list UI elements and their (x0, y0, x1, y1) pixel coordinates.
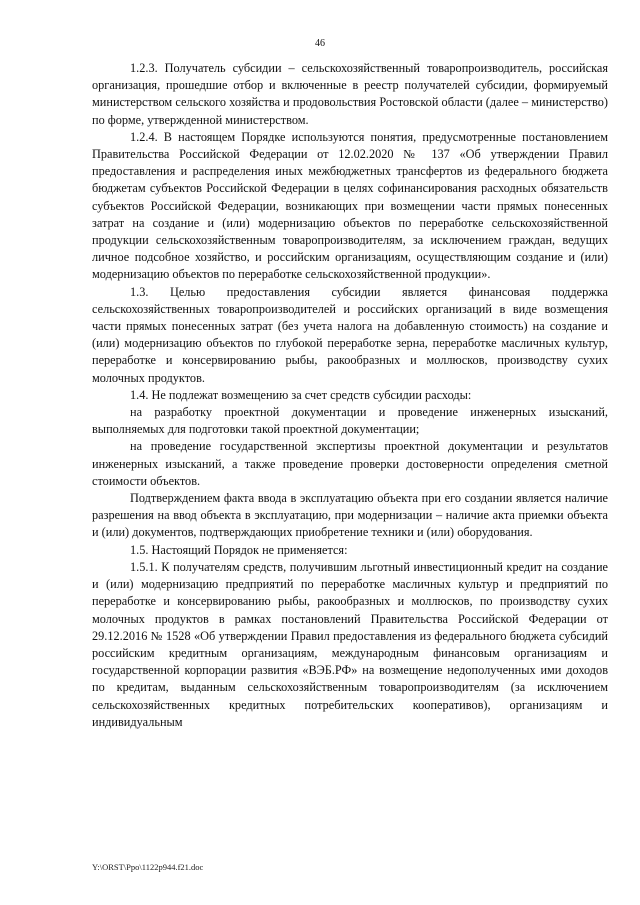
paragraph-1-4-item-2: на проведение государственной экспертизы проектной документации и результатов инженерных изысканий, а также проведение проверки достоверности определения сметной стоимости объектов. (92, 439, 608, 488)
paragraph-1-2-3: 1.2.3. Получатель субсидии – сельскохозяйственный товаропроизводитель, российская организация, прошедшие отбор и включенные в реестр получателей субсидии, формируемый министерством сельского хозяйства и продовольствия Ростовской области (далее – министерство) по форме, утвержденной министерством. (92, 61, 608, 127)
paragraph-1-2-4: 1.2.4. В настоящем Порядке используются понятия, предусмотренные постановлением Правительства Российской Федерации от 12.02.2020 № 137 «Об утверждении Правил предоставления и распределения иных межбюджетных трансфертов из федерального бюджета бюджетам субъектов Российской Федерации в целях софинансирования расходных обязательств субъектов Российской Федерации, возникающих при возмещении части прямых понесенных затрат на создание и (или) модернизацию объектов по переработке сельскохозяйственной продукции сельскохозяйственным товаропроизводителям, за исключением граждан, ведущих личное подсобное хозяйство, и российским организациям, осуществляющим создание и (или) модернизацию объектов по переработке сельскохозяйственной продукции». (92, 129, 608, 282)
paragraph-commissioning-proof: Подтверждением факта ввода в эксплуатацию объекта при его создании является наличие разрешения на ввод объекта в эксплуатацию, при модернизации – наличие акта приемки объекта и (или) документов, подтверждающих приобретение техники и (или) оборудования. (92, 491, 608, 540)
paragraph-1-3: 1.3. Целью предоставления субсидии является финансовая поддержка сельскохозяйственных товаропроизводителей и российских организаций в виде возмещения части прямых понесенных затрат (без учета налога на добавленную стоимость) на создание и (или) модернизацию объектов по глубокой переработке зерна, переработке масличных культур, переработке и консервированию рыбы, ракообразных и моллюсков, производству сухих молочных продуктов. (92, 284, 608, 385)
footer-file-path: Y:\ORST\Ppo\1122p944.f21.doc (92, 862, 204, 872)
paragraph-1-4-item-1: на разработку проектной документации и проведение инженерных изысканий, выполняемых для подготовки такой проектной документации; (92, 405, 608, 437)
document-body (92, 60, 608, 731)
page-number: 46 (315, 38, 325, 49)
paragraph-1-5: 1.5. Настоящий Порядок не применяется: (130, 542, 348, 557)
paragraph-1-4: 1.4. Не подлежат возмещению за счет средств субсидии расходы: (130, 387, 472, 402)
paragraph-1-5-1: 1.5.1. К получателям средств, получившим льготный инвестиционный кредит на создание и (или) модернизацию предприятий по переработке масличных культур и предприятий по переработке и консервированию рыбы, ракообразных и моллюсков, по производству сухих молочных продуктов в рамках постановлений Правительства Российской Федерации от 29.12.2016 № 1528 «Об утверждении Правил предоставления из федерального бюджета субсидий российским кредитным организациям, международным финансовым организациям и государственной корпорации развития «ВЭБ.РФ» на возмещение недополученных ими доходов по кредитам, выданным сельскохозяйственным товаропроизводителям (за исключением сельскохозяйственных кредитных потребительских кооперативов), организациям и индивидуальным (92, 559, 608, 729)
